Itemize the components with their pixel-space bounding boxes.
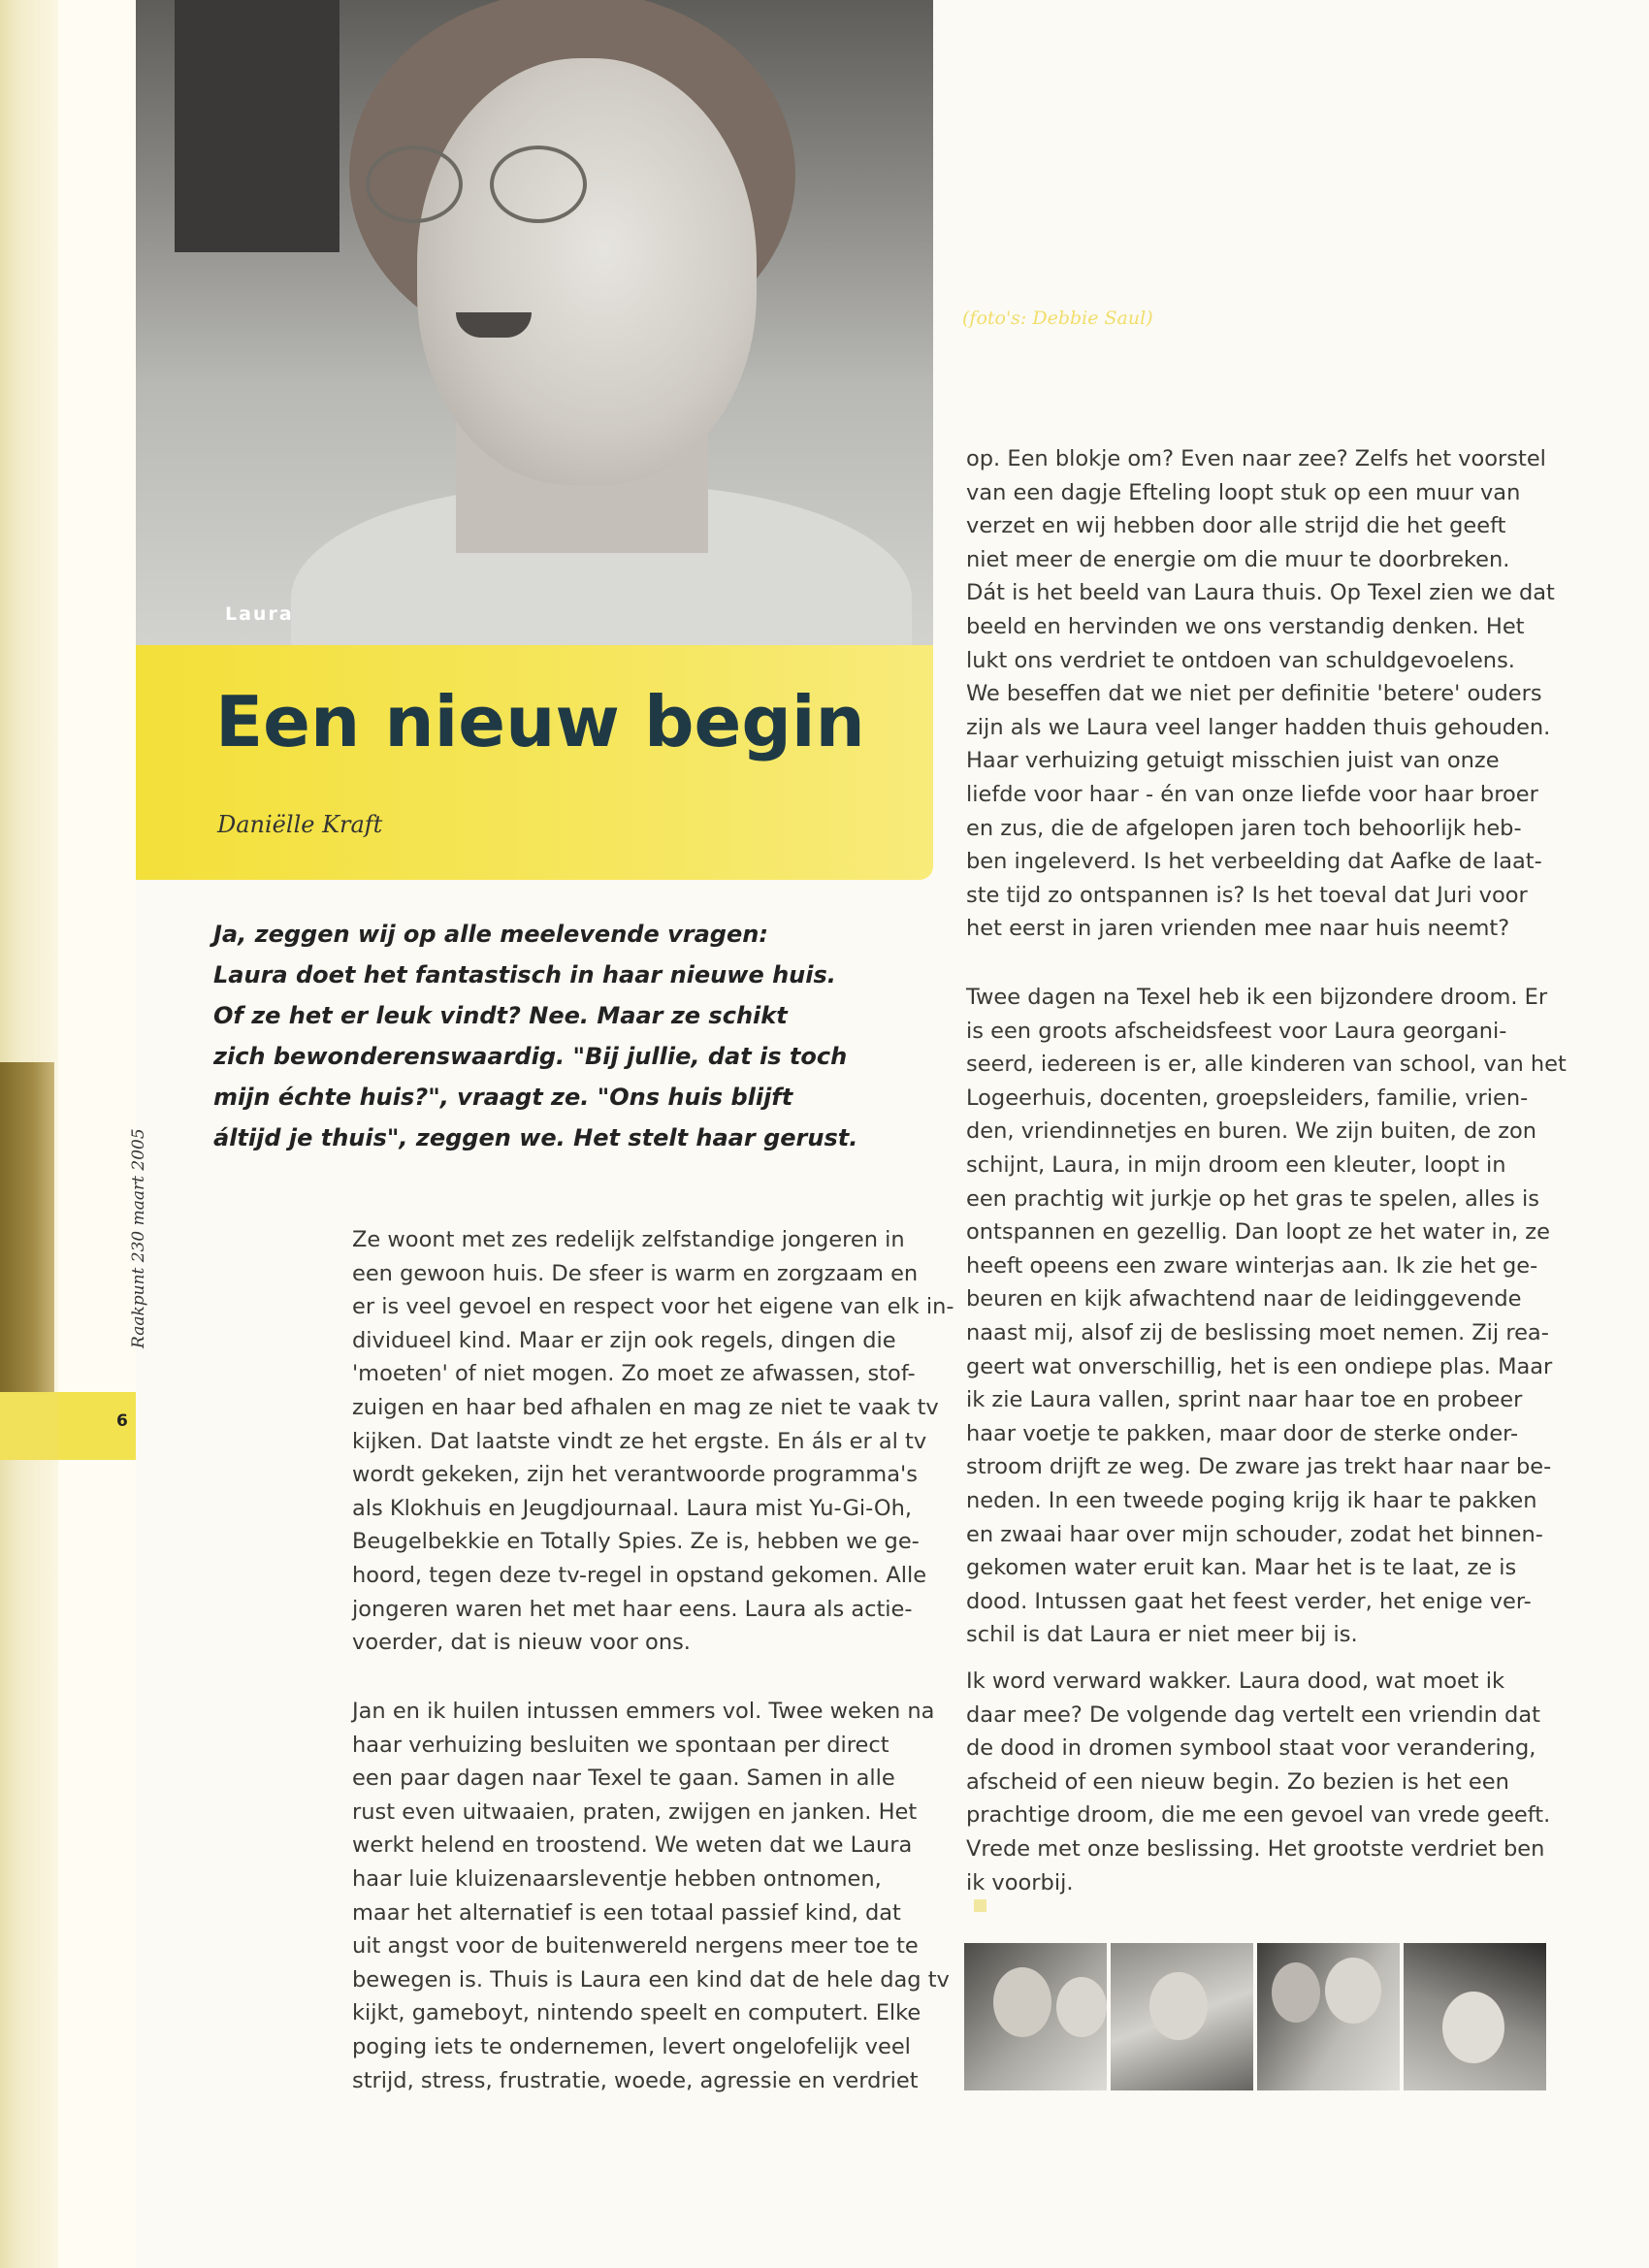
- photo-thumbnail: [1111, 1943, 1253, 2090]
- article-author: Daniëlle Kraft: [217, 811, 383, 838]
- page-number: 6: [116, 1411, 128, 1431]
- body-paragraph-5: Ik word verward wakker. Laura dood, wat moet ik daar mee? De volgende dag vertelt een vriendin dat de dood in dromen symbool staat voor verandering, afscheid of een nieuw begin. Zo bezien is het een prachtige droom, die me een gevoel van vrede geeft. Vrede met onze beslissing. Het grootste verdriet ben ik voorbij.: [966, 1665, 1548, 1912]
- photo-thumbnail: [964, 1943, 1107, 2090]
- intro-paragraph: Ja, zeggen wij op alle meelevende vragen: Laura doet het fantastisch in haar nieuwe huis. Of ze het er leuk vindt? Nee. Maar ze schikt zich bewonderenswaardig. "Bij jullie, dat is toch mijn échte huis?", vraagt ze. "Ons huis blijft áltijd je thuis", zeggen we. Het stelt haar gerust.: [213, 921, 858, 1151]
- article-title: Een nieuw begin: [215, 681, 865, 762]
- end-of-article-mark: [974, 1899, 986, 1912]
- body-paragraph-4: Twee dagen na Texel heb ik een bijzondere droom. Er is een groots afscheidsfeest voor Laura georgani- seerd, iedereen is er, alle kinderen van school, van het Logeerhuis, docenten, groepsleiders, familie, vrien- den, vriendinnetjes en buren. We zijn buiten, de zon schijnt, Laura, in mijn droom een kleuter, loopt in een prachtig wit jurkje op het gras te spelen, alles is ontspannen en gezellig. Dan loopt ze het water in, ze heeft opeens een zware winterjas aan. Ik zie het ge- beuren en kijk afwachtend naar de leidinggevende naast mij, alsof zij de beslissing moet nemen. Zij rea- geert wat onverschillig, het is een ondiepe plas. Maar ik zie Laura vallen, sprint naar haar toe en probeer haar voetje te pakken, maar door de sterke onder- stroom drijft ze weg. De zware jas trekt haar naar be- neden. In een tweede poging krijg ik haar te pakken en zwaai haar over mijn schouder, zodat het binnen- gekomen water eruit kan. Maar het is te laat, ze is dood. Intussen gaat het feest verder, het enige ver- schil is dat Laura er niet meer bij is.: [966, 985, 1567, 1648]
- body-paragraph-1: Ze woont met zes redelijk zelfstandige jongeren in een gewoon huis. De sfeer is warm en zorgzaam en er is veel gevoel en respect voor het eigene van elk in- dividueel kind. Maar er zijn ook regels, dingen die 'moeten' of niet mogen. Zo moet ze afwassen, stof- zuigen en haar bed afhalen en mag ze niet te vaak tv kijken. Dat laatste vindt ze het ergste. En áls er al tv wordt gekeken, zijn het verantwoorde programma's als Klokhuis en Jeugdjournaal. Laura mist Yu-Gi-Oh, Beugelbekkie en Totally Spies. Ze is, hebben we ge- hoord, tegen deze tv-regel in opstand gekomen. Alle jongeren waren het met haar eens. Laura als actie- voerder, dat is nieuw voor ons.: [352, 1227, 954, 1656]
- photo-caption: Laura: [225, 603, 294, 625]
- body-paragraph-2: Jan en ik huilen intussen emmers vol. Twee weken na haar verhuizing besluiten we spontaan per direct een paar dagen naar Texel te gaan. Samen in alle rust even uitwaaien, praten, zwijgen en janken. Het werkt helend en troostend. We weten dat we Laura haar luie kluizenaarsleventje hebben ontnomen, maar het alternatief is een totaal passief kind, dat uit angst voor de buitenwereld nergens meer toe te bewegen is. Thuis is Laura een kind dat de hele dag tv kijkt, gameboyt, nintendo speelt en computert. Elke poging iets te ondernemen, levert ongelofelijk veel strijd, stress, frustratie, woede, agressie en verdriet: [352, 1699, 950, 2093]
- margin-strip: [58, 0, 136, 2268]
- portrait-photo: [136, 0, 933, 645]
- photo-thumbnail: [1257, 1943, 1400, 2090]
- edge-tab: [0, 1392, 58, 1460]
- issue-label: Raakpunt 230 maart 2005: [129, 1128, 148, 1348]
- body-paragraph-3: op. Een blokje om? Even naar zee? Zelfs het voorstel van een dagje Efteling loopt stuk op een muur van verzet en wij hebben door alle strijd die het geeft niet meer de energie om die muur te doorbreken. Dát is het beeld van Laura thuis. Op Texel zien we dat beeld en hervinden we ons verstandig denken. Het lukt ons verdriet te ontdoen van schuldgevoelens. We beseffen dat we niet per definitie 'betere' ouders zijn als we Laura veel langer hadden thuis gehouden. Haar verhuizing getuigt misschien juist van onze liefde voor haar - én van onze liefde voor haar broer en zus, die de afgelopen jaren toch behoorlijk heb- ben ingeleverd. Is het verbeelding dat Aafke de laat- ste tijd zo ontspannen is? Is het toeval dat Juri voor het eerst in jaren vrienden mee naar huis neemt?: [966, 446, 1555, 942]
- photo-credit: (foto's: Debbie Saul): [962, 308, 1153, 329]
- photo-thumbnail: [1404, 1943, 1546, 2090]
- photo-strip: [964, 1943, 1546, 2090]
- binding-shadow: [0, 1062, 54, 1392]
